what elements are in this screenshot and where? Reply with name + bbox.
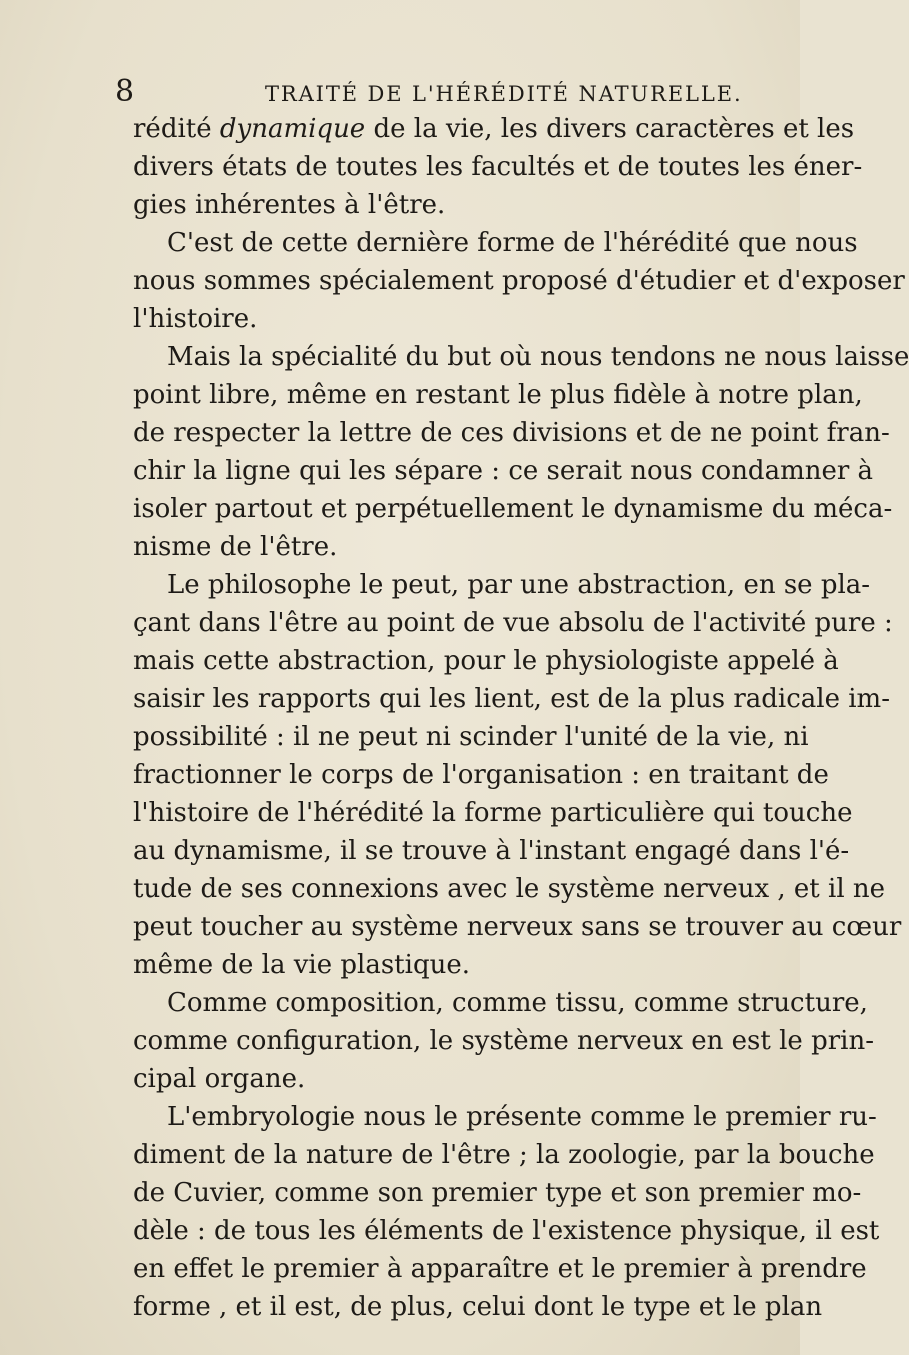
page-number: 8 <box>115 74 135 109</box>
text-line: mais cette abstraction, pour le physiologiste appelé à <box>133 646 839 676</box>
page-header <box>115 72 805 112</box>
text-line: dèle : de tous les éléments de l'existence physique, il est <box>133 1216 880 1246</box>
text-line: forme , et il est, de plus, celui dont le type et le plan <box>133 1292 823 1322</box>
text-line: tude de ses connexions avec le système nerveux , et il ne <box>133 874 886 904</box>
running-title: TRAITÉ DE L'HÉRÉDITÉ NATURELLE. <box>265 82 743 106</box>
text-line: rédité dynamique de la vie, les divers caractères et les <box>133 114 855 144</box>
paragraph-first-line: L'embryologie nous le présente comme le premier ru- <box>167 1102 877 1132</box>
text-line: de Cuvier, comme son premier type et son premier mo- <box>133 1178 862 1208</box>
text-line: l'histoire de l'hérédité la forme particulière qui touche <box>133 798 853 828</box>
paragraph-first-line: Mais la spécialité du but où nous tendons ne nous laisse <box>167 342 909 372</box>
text-line: divers états de toutes les facultés et de toutes les éner- <box>133 152 863 182</box>
text-line: isoler partout et perpétuellement le dynamisme du méca- <box>133 494 893 524</box>
paragraph-first-line: C'est de cette dernière forme de l'hérédité que nous <box>167 228 858 258</box>
text-line: diment de la nature de l'être ; la zoologie, par la bouche <box>133 1140 875 1170</box>
text-line: saisir les rapports qui les lient, est de la plus radicale im- <box>133 684 890 714</box>
text-line: même de la vie plastique. <box>133 950 470 980</box>
text-line: comme configuration, le système nerveux en est le prin- <box>133 1026 874 1056</box>
text-line: gies inhérentes à l'être. <box>133 190 446 220</box>
text-line: cipal organe. <box>133 1064 306 1094</box>
paragraph-first-line: Comme composition, comme tissu, comme structure, <box>167 988 868 1018</box>
text-line: de respecter la lettre de ces divisions et de ne point fran- <box>133 418 890 448</box>
text-line: point libre, même en restant le plus fidèle à notre plan, <box>133 380 863 410</box>
emphasis-word: dynamique <box>219 114 366 144</box>
text-line: çant dans l'être au point de vue absolu de l'activité pure : <box>133 608 893 638</box>
text-line: possibilité : il ne peut ni scinder l'unité de la vie, ni <box>133 722 809 752</box>
text-line: l'histoire. <box>133 304 258 334</box>
paragraph-first-line: Le philosophe le peut, par une abstraction, en se pla- <box>167 570 871 600</box>
text-line: en effet le premier à apparaître et le premier à prendre <box>133 1254 867 1284</box>
text-line: nisme de l'être. <box>133 532 338 562</box>
text-line: au dynamisme, il se trouve à l'instant engagé dans l'é- <box>133 836 850 866</box>
text-line: peut toucher au système nerveux sans se trouver au cœur <box>133 912 902 942</box>
text-line: chir la ligne qui les sépare : ce serait nous condamner à <box>133 456 874 486</box>
text-line: nous sommes spécialement proposé d'étudier et d'exposer <box>133 266 905 296</box>
text-line: fractionner le corps de l'organisation : en traitant de <box>133 760 829 790</box>
